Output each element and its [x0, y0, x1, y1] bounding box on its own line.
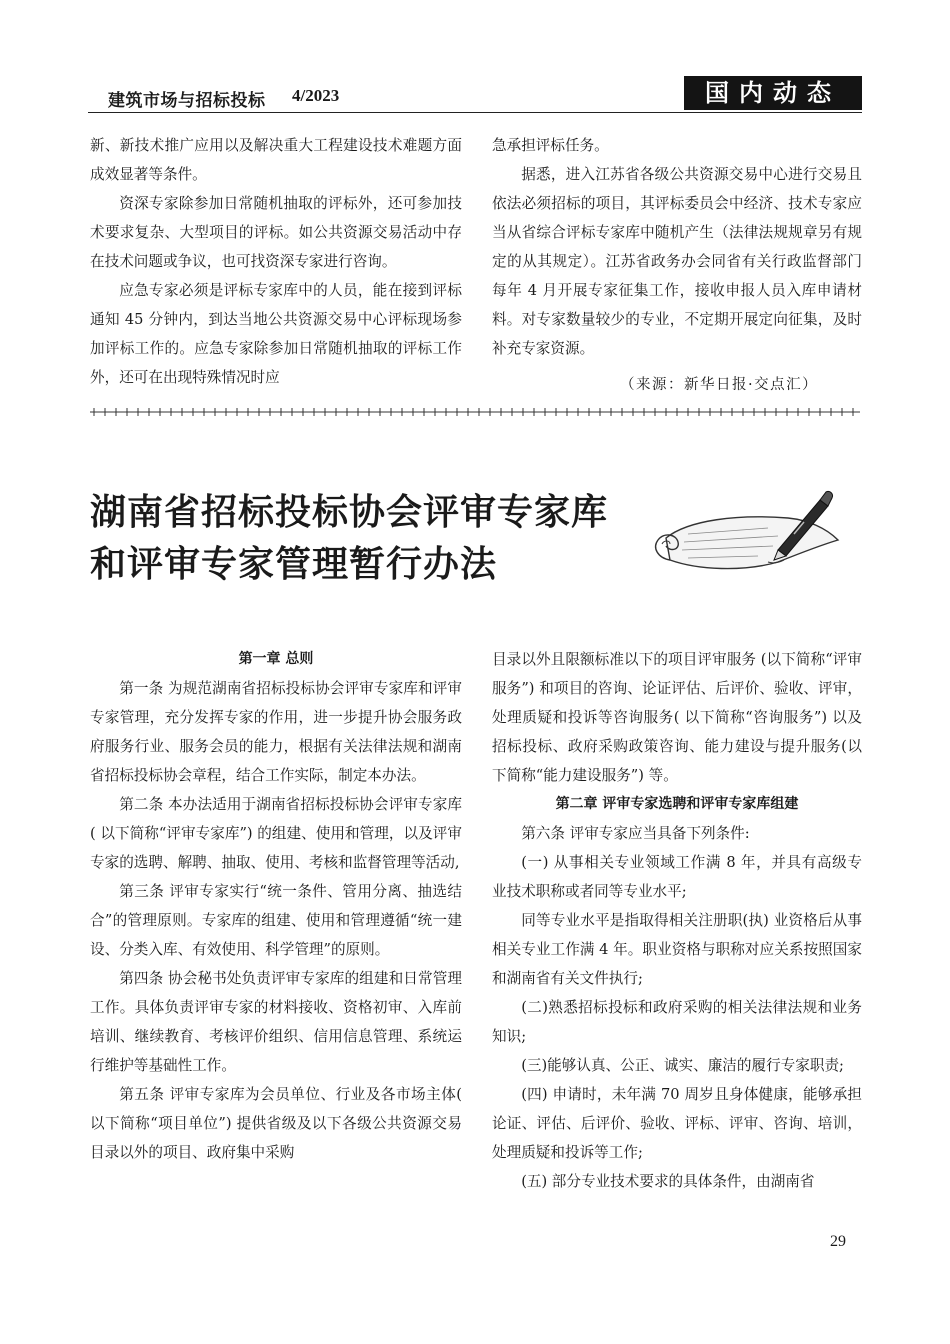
source-credit: （来源：新华日报·交点汇）	[620, 377, 819, 393]
divider-ornament	[465, 408, 471, 416]
article-left-column	[90, 645, 462, 1167]
divider-ornament	[190, 408, 196, 416]
divider-ornament	[179, 408, 185, 416]
ornamental-divider	[90, 402, 860, 422]
divider-ornament	[630, 408, 636, 416]
paragraph: 同等专业水平是指取得相关注册职(执) 业资格后从事相关专业工作满 4 年。职业资格与职称对应关系按照国家和湖南省有关文件执行;	[492, 912, 862, 987]
paragraph: 第五条 评审专家库为会员单位、行业及各市场主体( 以下简称“项目单位”) 提供省级及以下各级公共资源交易目录以外的项目、政府集中采购	[90, 1086, 462, 1161]
divider-ornament	[509, 408, 515, 416]
divider-ornament	[784, 408, 790, 416]
divider-ornament	[575, 408, 581, 416]
divider-ornament	[300, 408, 306, 416]
divider-ornament	[157, 408, 163, 416]
divider-ornament	[487, 408, 493, 416]
paragraph: 资深专家除参加日常随机抽取的评标外，还可参加技术要求复杂、大型项目的评标。如公共资源交易活动中存在技术问题或争议，也可找资深专家进行咨询。	[90, 195, 462, 270]
divider-ornament	[740, 408, 746, 416]
article-title-line-1: 湖南省招标投标协会评审专家库	[90, 491, 609, 533]
paragraph: 应急专家必须是评标专家库中的人员，能在接到评标通知 45 分钟内，到达当地公共资源交易中心评标现场参加评标工作的。应急专家除参加日常随机抽取的评标工作外，还可在出现特殊情况时应	[90, 282, 462, 386]
divider-ornament	[674, 408, 680, 416]
divider-ornament	[498, 408, 504, 416]
divider-ornament	[333, 408, 339, 416]
divider-ornament	[542, 408, 548, 416]
divider-ornament	[399, 408, 405, 416]
divider-ornament	[443, 408, 449, 416]
paragraph: 新、新技术推广应用以及解决重大工程建设技术难题方面成效显著等条件。	[90, 137, 462, 183]
divider-ornament	[762, 408, 768, 416]
divider-ornament	[652, 408, 658, 416]
divider-ornament	[212, 408, 218, 416]
divider-ornament	[322, 408, 328, 416]
article-right-column	[492, 645, 862, 1196]
previous-article-left-column	[90, 131, 462, 392]
divider-ornament	[454, 408, 460, 416]
divider-ornament	[619, 408, 625, 416]
divider-ornament	[201, 408, 207, 416]
chapter-heading: 第一章 总则	[238, 651, 314, 667]
divider-ornament	[718, 408, 724, 416]
divider-ornament	[355, 408, 361, 416]
divider-ornament	[223, 408, 229, 416]
article-title	[90, 486, 650, 590]
paragraph: 据悉，进入江苏省各级公共资源交易中心进行交易且依法必须招标的项目，其评标委员会中经济、技术专家应当从省综合评标专家库中随机产生（法律法规规章另有规定的从其规定）。江苏省政务办会同省有关行政监督部门每年 4 月开展专家征集工作，接收申报人员入库申请材料。对专家数量较少的专业，不定期开展定向征集，及时补充专家资源。	[492, 166, 862, 357]
journal-name: 建筑市场与招标投标	[108, 91, 266, 111]
divider-ornament	[729, 408, 735, 416]
divider-ornament	[410, 408, 416, 416]
paragraph: (三)能够认真、公正、诚实、廉洁的履行专家职责;	[521, 1057, 844, 1074]
divider-ornament	[421, 408, 427, 416]
divider-ornament	[586, 408, 592, 416]
article-title-line-2: 和评审专家管理暂行办法	[90, 543, 498, 585]
divider-ornament	[817, 408, 823, 416]
divider-ornament	[597, 408, 603, 416]
divider-ornament	[377, 408, 383, 416]
divider-ornament	[146, 408, 152, 416]
divider-ornament	[432, 408, 438, 416]
divider-ornament	[91, 408, 97, 416]
divider-ornament	[278, 408, 284, 416]
divider-ornament	[168, 408, 174, 416]
divider-ornament	[685, 408, 691, 416]
divider-ornament	[828, 408, 834, 416]
divider-ornament	[773, 408, 779, 416]
divider-ornament	[344, 408, 350, 416]
divider-ornament	[564, 408, 570, 416]
paragraph: 目录以外且限额标准以下的项目评审服务 (以下简称“评审服务”) 和项目的咨询、论证评估、后评价、验收、评审，处理质疑和投诉等咨询服务( 以下简称“咨询服务”) 以及招标投标、政府采购政策咨询、能力建设与提升服务(以下简称“能力建设服务”) 等。	[492, 651, 862, 784]
divider-ornament	[267, 408, 273, 416]
divider-ornament	[245, 408, 251, 416]
divider-ornament	[795, 408, 801, 416]
divider-ornament	[388, 408, 394, 416]
divider-ornament	[806, 408, 812, 416]
divider-ornament	[289, 408, 295, 416]
divider-ornament	[663, 408, 669, 416]
divider-ornament	[850, 408, 856, 416]
divider-ornament	[520, 408, 526, 416]
divider-ornament	[751, 408, 757, 416]
previous-article-right-column	[492, 131, 862, 363]
paragraph: 第三条 评审专家实行“统一条件、管用分离、抽选结合”的管理原则。专家库的组建、使用和管理遵循“统一建设、分类入库、有效使用、科学管理”的原则。	[90, 883, 462, 958]
paragraph: (一) 从事相关专业领域工作满 8 年，并具有高级专业技术职称或者同等专业水平;	[492, 854, 862, 900]
divider-ornament	[366, 408, 372, 416]
divider-ornament	[256, 408, 262, 416]
divider-ornament	[641, 408, 647, 416]
divider-ornament	[113, 408, 119, 416]
divider-ornament	[311, 408, 317, 416]
paragraph: 第一条 为规范湖南省招标投标协会评审专家库和评审专家管理，充分发挥专家的作用，进一步提升协会服务政府服务行业、服务会员的能力，根据有关法律法规和湖南省招标投标协会章程，结合工作实际，制定本办法。	[90, 680, 462, 784]
divider-ornament	[696, 408, 702, 416]
divider-ornament	[102, 408, 108, 416]
header-rule	[88, 112, 862, 113]
paragraph: 第二条 本办法适用于湖南省招标投标协会评审专家库( 以下简称“评审专家库”) 的组建、使用和管理，以及评审专家的选聘、解聘、抽取、使用、考核和监督管理等活动,	[90, 796, 462, 871]
paragraph: 急承担评标任务。	[492, 137, 609, 154]
divider-ornament	[839, 408, 845, 416]
quill-and-scroll-illustration	[648, 488, 848, 578]
divider-ornament	[553, 408, 559, 416]
page-number: 29	[830, 1233, 846, 1250]
divider-ornament	[707, 408, 713, 416]
divider-ornament	[608, 408, 614, 416]
chapter-heading: 第二章 评审专家选聘和评审专家库组建	[555, 796, 799, 812]
issue-number: 4/2023	[292, 86, 340, 105]
paragraph: 第四条 协会秘书处负责评审专家库的组建和日常管理工作。具体负责评审专家的材料接收、资格初审、入库前培训、继续教育、考核评价组织、信用信息管理、系统运行维护等基础性工作。	[90, 970, 462, 1074]
divider-ornament	[135, 408, 141, 416]
divider-ornament	[531, 408, 537, 416]
divider-ornament	[476, 408, 482, 416]
paragraph: (五) 部分专业技术要求的具体条件，由湖南省	[521, 1173, 815, 1190]
paragraph: (二)熟悉招标投标和政府采购的相关法律法规和业务知识;	[492, 999, 862, 1045]
paragraph: (四) 申请时，未年满 70 周岁且身体健康，能够承担论证、评估、后评价、验收、评标、评审、咨询、培训，处理质疑和投诉等工作;	[492, 1086, 862, 1161]
divider-ornament	[234, 408, 240, 416]
section-tag: 国内动态	[684, 76, 862, 110]
divider-ornament	[124, 408, 130, 416]
paragraph: 第六条 评审专家应当具备下列条件:	[521, 825, 750, 842]
